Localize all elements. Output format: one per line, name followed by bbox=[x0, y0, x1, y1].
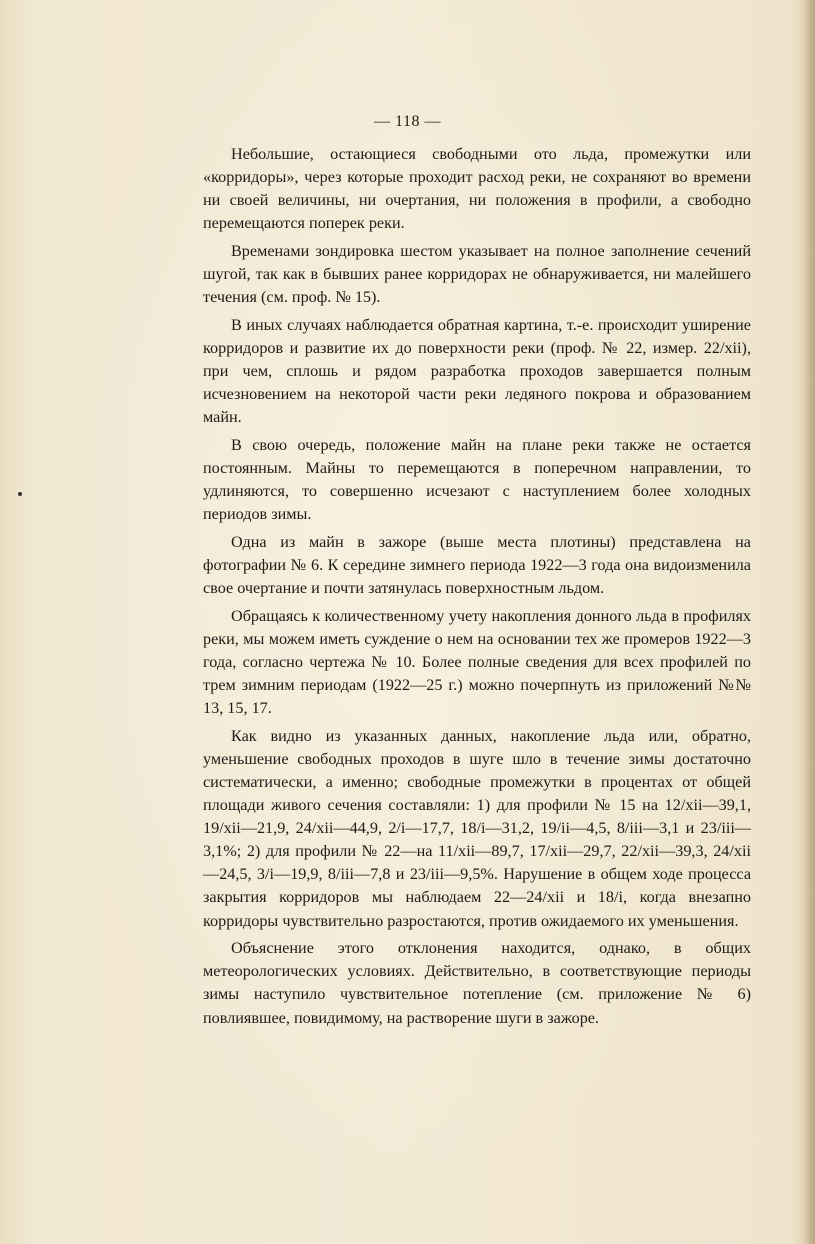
body-text bbox=[203, 143, 751, 1034]
paragraph: Небольшие, остающиеся свободными ото льда, промежутки или «корридоры», через которые проходит расход реки, не сохраняют во времени ни своей величины, ни очертания, ни положения в профили, а свободно перемещаются поперек реки. bbox=[203, 145, 751, 233]
paragraph: Как видно из указанных данных, накопление льда или, обратно, уменьшение свободных проходов в шуге шло в течение зимы достаточно систематически, а именно; свободные промежутки в процентах от общей площади живого сечения составляли: 1) для профили № 15 на 12/xii—39,1, 19/xii—21,9, 24/xii—44,9, 2/i—17,7, 18/i—31,2, 19/ii—4,5, 8/iii—3,1 и 23/iii—3,1%; 2) для профили № 22—на 11/xii—89,7, 17/xii—29,7, 22/xii—39,3, 24/xii—24,5, 3/i—19,9, 8/iii—7,8 и 23/iii—9,5%. Нарушение в общем ходе процесса закрытия корридоров мы наблюдаем 22—24/xii и 18/i, когда внезапно корридоры чувствительно разростаются, против ожидаемого их уменьшения. bbox=[203, 726, 751, 930]
paragraph: В свою очередь, положение майн на плане реки также не остается постоянным. Майны то перемещаются в поперечном направлении, то удлиняются, то совершенно исчезают с наступлением более холодных периодов зимы. bbox=[203, 435, 751, 524]
paragraph: В иных случаях наблюдается обратная картина, т.-е. происходит уширение корридоров и развитие их до поверхности реки (проф. № 22, измер. 22/xii), при чем, сплошь и рядом разработка проходов завершается полным исчезновением на некоторой части реки ледяного покрова и образованием майн. bbox=[203, 315, 751, 427]
paragraph: Обращаясь к количественному учету накопления донного льда в профилях реки, мы можем иметь суждение о нем на основании тех же промеров 1922—3 года, согласно чертежа № 10. Более полные сведения для всех профилей по трем зимним периодам (1922—25 г.) можно почерпнуть из приложений №№ 13, 15, 17. bbox=[203, 606, 751, 718]
paragraph: Временами зондировка шестом указывает на полное заполнение сечений шугой, так как в бывших ранее корридорах не обнаруживается, ни малейшего течения (см. проф. № 15). bbox=[203, 241, 751, 307]
paragraph: Одна из майн в зажоре (выше места плотины) представлена на фотографии № 6. К середине зимнего периода 1922—3 года она видоизменила свое очертание и почти затянулась поверхностным льдом. bbox=[203, 532, 751, 598]
paragraph: Объяснение этого отклонения находится, однако, в общих метеорологических условиях. Действительно, в соответствующие периоды зимы наступило чувствительное потепление (см. приложение № 6) повлиявшее, повидимому, на растворение шуги в зажоре. bbox=[203, 939, 751, 1027]
page-number: — 118 — bbox=[374, 113, 441, 130]
margin-speck bbox=[18, 492, 22, 496]
page-binding-shadow bbox=[803, 0, 815, 1244]
